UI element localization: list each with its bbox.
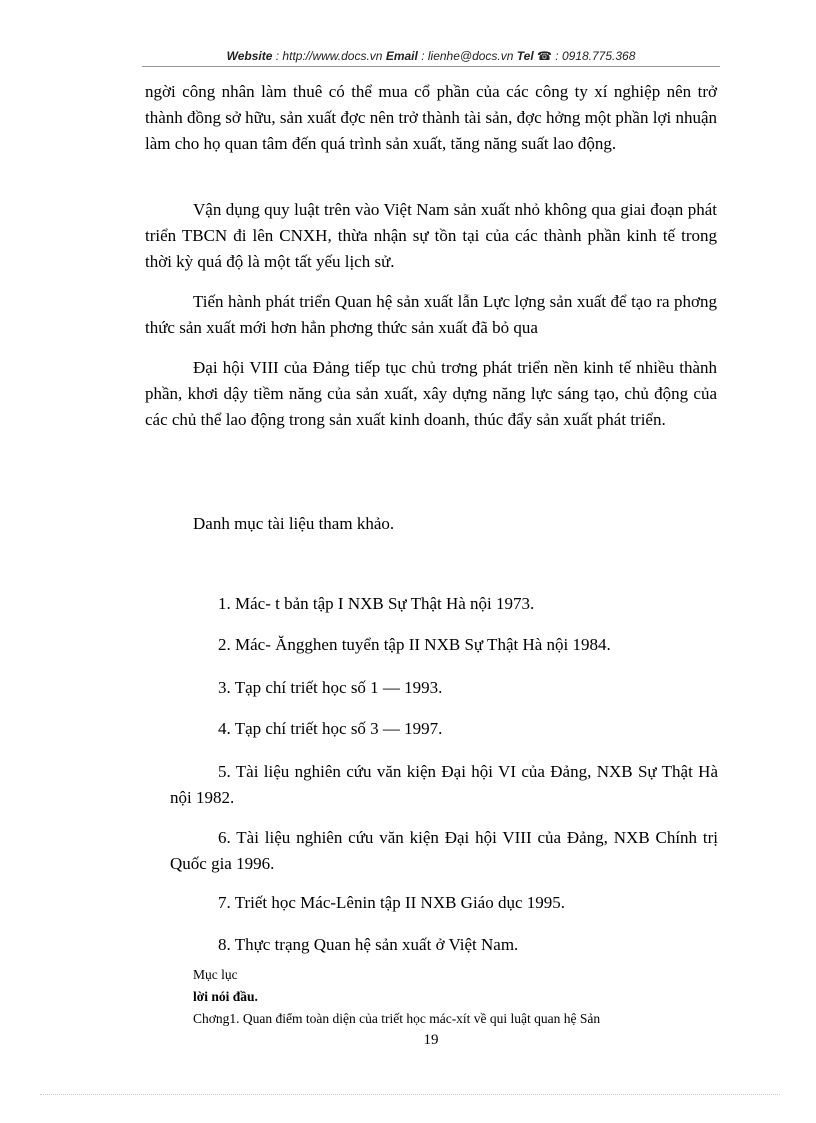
- reference-item: 6. Tài liệu nghiên cứu văn kiện Đại hội VIII của Đảng, NXB Chính trị Quốc gia 1996.: [170, 828, 718, 873]
- body-paragraph: Đại hội VIII của Đảng tiếp tục chủ trơng phát triển nền kinh tế nhiều thành phần, khơi dậy tiềm năng của sản xuất, xây dựng năng lực sáng tạo, chủ động của các chủ thể lao động trong sản xuất kinh doanh, thúc đẩy sản xuất phát triển.: [145, 358, 717, 429]
- toc-chapter-1: Chơng1. Quan điểm toàn diện của triết học mác-xít về qui luật quan hệ Sản: [193, 1011, 601, 1026]
- website-label: Website: [226, 49, 273, 63]
- website-value: : http://www.docs.vn: [275, 49, 383, 63]
- email-value: : lienhe@docs.vn: [421, 49, 514, 63]
- page-header: [142, 49, 720, 63]
- reference-item: 2. Mác- Ăngghen tuyển tập II NXB Sự Thật Hà nội 1984.: [218, 635, 611, 654]
- body-paragraph: ngời công nhân làm thuê có thể mua cổ phần của các công ty xí nghiệp nên trở thành đồng sở hữu, sản xuất đợc nên trở thành tài sản, đợc hởng một phần lợi nhuận làm cho họ quan tâm đến quá trình sản xuất, tăng năng suất lao động.: [145, 82, 717, 153]
- reference-item: 4. Tạp chí triết học số 3 — 1997.: [218, 719, 443, 738]
- reference-item: 8. Thực trạng Quan hệ sản xuất ở Việt Nam.: [218, 935, 519, 954]
- page-number: 19: [423, 1032, 439, 1048]
- toc-intro: lời nói đầu.: [193, 989, 258, 1004]
- reference-item: 3. Tạp chí triết học số 1 — 1993.: [218, 678, 443, 697]
- reference-item: 1. Mác- t bản tập I NXB Sự Thật Hà nội 1973.: [218, 594, 535, 613]
- tel-label: Tel: [516, 49, 534, 63]
- body-paragraph: Vận dụng quy luật trên vào Việt Nam sản xuất nhỏ không qua giai đoạn phát triển TBCN đi lên CNXH, thừa nhận sự tồn tại của các thành phần kinh tế trong thời kỳ quá độ là một tất yếu lịch sử.: [145, 200, 717, 271]
- reference-item: 7. Triết học Mác-Lênin tập II NXB Giáo dục 1995.: [218, 893, 566, 912]
- footer-divider: [40, 1094, 780, 1095]
- references-heading: Danh mục tài liệu tham khảo.: [193, 514, 395, 533]
- toc-title: Mục lục: [193, 967, 238, 982]
- header-divider: [142, 66, 720, 67]
- email-label: Email: [385, 49, 418, 63]
- tel-value: ☎ : 0918.775.368: [537, 49, 636, 63]
- reference-item: 5. Tài liệu nghiên cứu văn kiện Đại hội VI của Đảng, NXB Sự Thật Hà nội 1982.: [170, 762, 718, 807]
- body-paragraph: Tiến hành phát triển Quan hệ sản xuất lẫn Lực lợng sản xuất để tạo ra phơng thức sản xuất mới hơn hẳn phơng thức sản xuất đã bỏ qua: [145, 292, 717, 337]
